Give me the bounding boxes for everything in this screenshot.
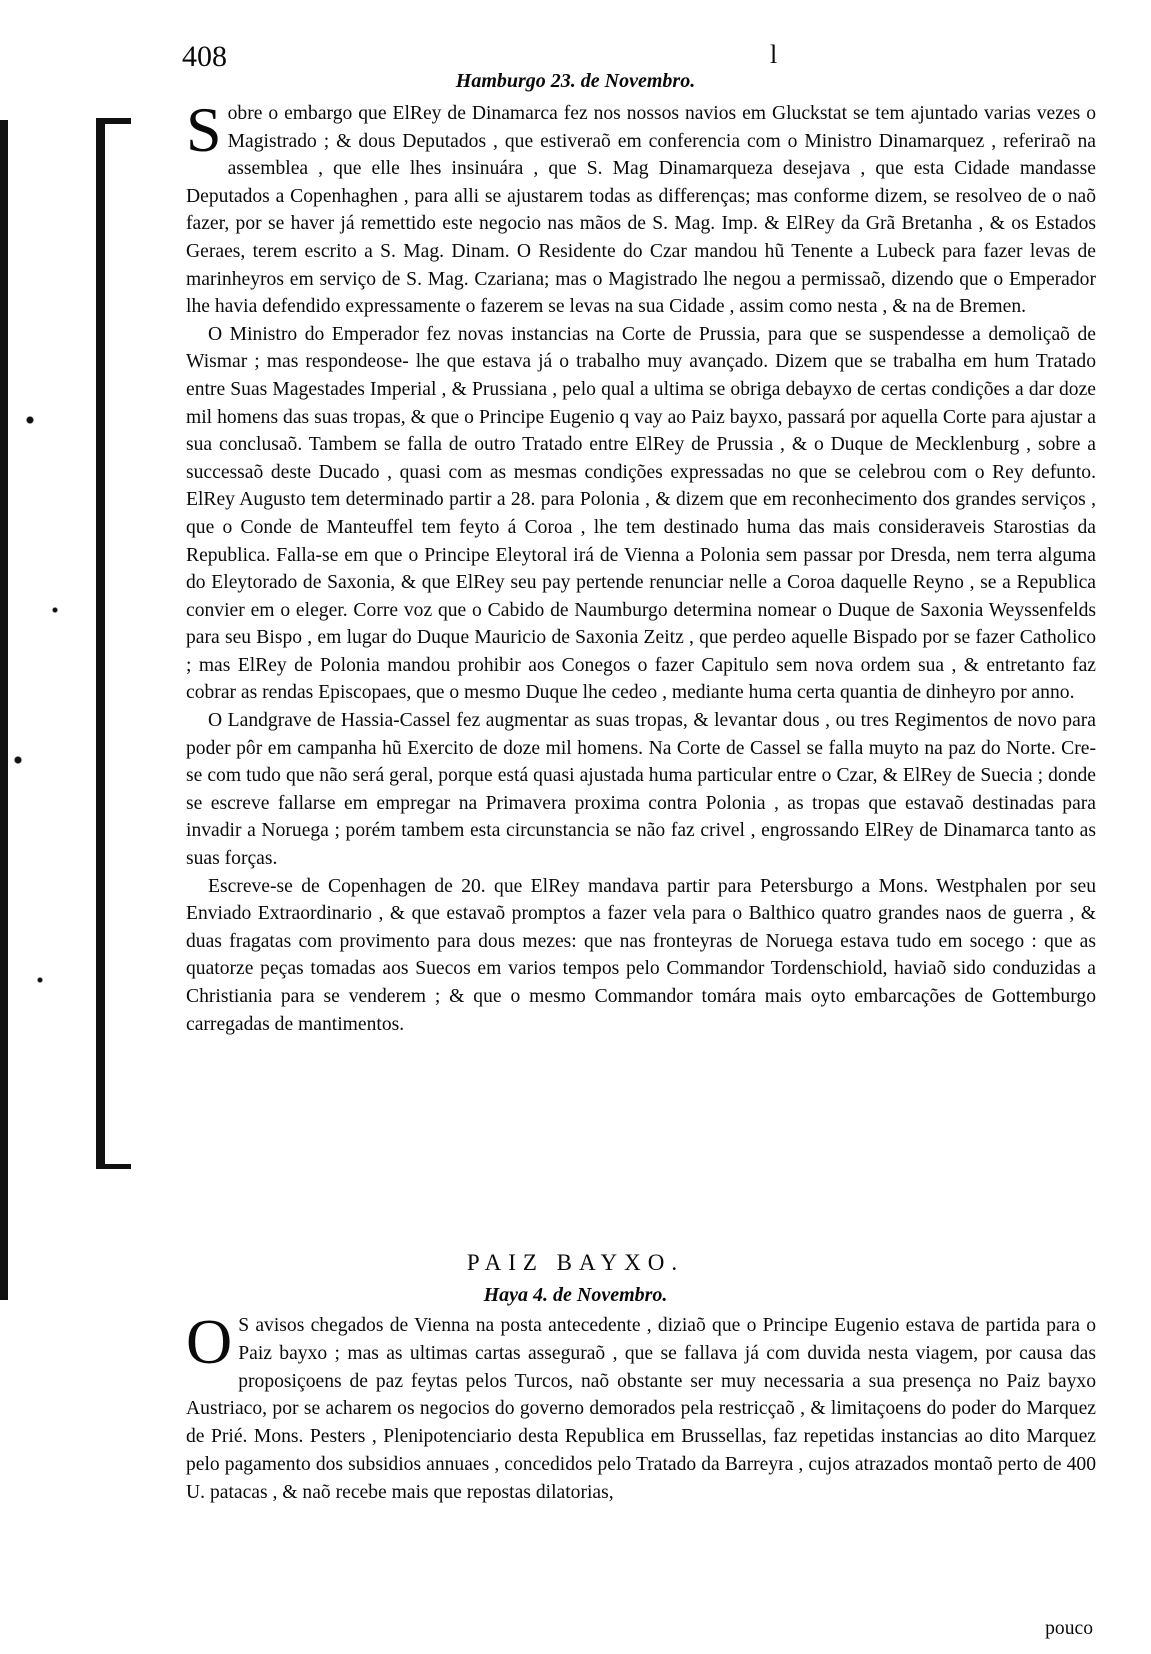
dropcap-s: S <box>186 94 222 165</box>
article-hamburgo <box>186 94 1096 1038</box>
page-number: 408 <box>182 40 227 73</box>
catchword: pouco <box>1045 1618 1093 1639</box>
dateline-hamburgo: Hamburgo 23. de Novembro. <box>455 70 696 92</box>
section-title-paiz-bayxo: PAIZ BAYXO. <box>466 1250 685 1275</box>
paragraph-4: Escreve-se de Copenhagen de 20. que ElRey mandava partir para Petersburgo a Mons. Westphalen por seu Enviado Extraordinario , & que estavaõ promptos a fazer vela para o Balthico quatro grandes naos de guerra , & duas fragatas com provimento para dous mezes: que nas fronteyras de Noruega estava tudo em socego : que as quatorze peças tomadas aos Suecos em varios tempos pelo Commandor Tordenschiold, haviaõ sido conduzidas a Christiania para se venderem ; & que o mesmo Commandor tomára mais oyto embarcações de Gottemburgo carregadas de mantimentos. <box>186 875 1096 1035</box>
scan-edge-noise <box>0 0 100 1654</box>
paragraph-1-text: obre o embargo que ElRey de Dinamarca fez nos nossos navios em Gluckstat se tem ajuntado varias vezes o Magistrado ; & dous Deputados , que estiveraõ em conferencia com o Ministro Dinamarquez , referiraõ na assemblea , que elle lhes insinuára , que S. Mag Dinamarqueza desejava , que esta Cidade mandasse Deputados a Copenhaghen , para alli se ajustarem todas as differenças; mas conforme dizem, se resolveo de o naõ fazer, por se haver já remettido este negocio nas mãos de S. Mag. Imp. & ElRey da Grã Bretanha , & os Estados Geraes, terem escrito a S. Mag. Dinam. O Residente do Czar mandou hũ Tenente a Lubeck para fazer levas de marinheyros em serviço de S. Mag. Czariana; mas o Magistrado lhe negou a permissaõ, dizendo que o Emperador lhe havia defendido expressamente o fazerem se levas na sua Cidade , assim como nesta , & na de Bremen. <box>186 103 1096 318</box>
article-haya <box>186 1306 1096 1507</box>
scan-edge-bar <box>0 120 8 1300</box>
page-mark: l <box>770 40 778 69</box>
paragraph-2: O Ministro do Emperador fez novas instancias na Corte de Prussia, para que se suspendesse a demoliçaõ de Wismar ; mas respondeose- lhe que estava já o trabalho muy avançado. Dizem que se trabalha em hum Tratado entre Suas Magestades Imperial , & Prussiana , pelo qual a ultima se obriga debayxo de certas condições a dar doze mil homens das suas tropas, & que o Principe Eugenio q vay ao Paiz bayxo, passará por aquella Corte para ajustar a sua conclusaõ. Tambem se falla de outro Tratado entre ElRey de Prussia , & o Duque de Mecklenburg , sobre a successaõ deste Ducado , quasi com as mesmas condições expressadas no que se celebrou com o Rey defunto. ElRey Augusto tem determinado partir a 28. para Polonia , & dizem que em reconhecimento dos grandes serviços , que o Conde de Manteuffel tem feyto á Coroa , lhe tem destinado huma das mais consideraveis Starostias da Republica. Falla-se em que o Principe Eleytoral irá de Vienna a Polonia sem passar por Dresda, nem terra alguma do Eleytorado de Saxonia, & que ElRey seu pay pertende renunciar nelle a Coroa daquelle Reyno , se a Republica convier em o eleger. Corre voz que o Cabido de Naumburgo determina nomear o Duque de Saxonia Weyssenfelds para seu Bispo , em lugar do Duque Mauricio de Saxonia Zeitz , que perdeo aquelle Bispado por se fazer Catholico ; mas ElRey de Polonia mandou prohibir aos Conegos o fazer Capitulo sem nova ordem sua , & entretanto faz cobrar as rendas Episcopaes, que o mesmo Duque lhe cedeo , mediante huma certa quantia de dinheyro por anno. <box>186 323 1096 704</box>
dropcap-o: O <box>186 1306 233 1377</box>
dateline-haya: Haya 4. de Novembro. <box>483 1284 668 1306</box>
margin-bracket <box>96 118 131 1169</box>
paragraph-5-text: S avisos chegados de Vienna na posta antecedente , diziaõ que o Principe Eugenio estava de partida para o Paiz bayxo ; mas as ultimas cartas asseguraõ , que se fallava já com duvida nesta viagem, por causa das proposiçoens de paz feytas pelos Turcos, naõ obstante ser muy necessaria a sua presença no Paiz bayxo Austriaco, por se acharem os negocios do governo demorados pela restricçaõ , & limitaçoens do poder do Marquez de Prié. Mons. Pesters , Plenipotenciario desta Republica em Brussellas, faz repetidas instancias ao dito Marquez pelo pagamento dos subsidios annuaes , concedidos pelo Tratado da Barreyra , cujos atrazados montaõ perto de 400 U. patacas , & naõ recebe mais que repostas dilatorias, <box>186 1315 1096 1503</box>
paragraph-1 <box>186 94 1096 321</box>
paragraph-5 <box>186 1306 1096 1507</box>
paragraph-3: O Landgrave de Hassia-Cassel fez augmentar as suas tropas, & levantar dous , ou tres Regimentos de novo para poder pôr em campanha hũ Exercito de doze mil homens. Na Corte de Cassel se falla muyto na paz do Norte. Cre-se com tudo que não será geral, porque está quasi ajustada huma particular entre o Czar, & ElRey de Suecia ; donde se escreve fallarse em empregar na Primavera proxima contra Polonia , as tropas que estavaõ destinadas para invadir a Noruega ; porém tambem esta circunstancia se não faz crivel , engrossando ElRey de Dinamarca tanto as suas forças. <box>186 710 1096 870</box>
